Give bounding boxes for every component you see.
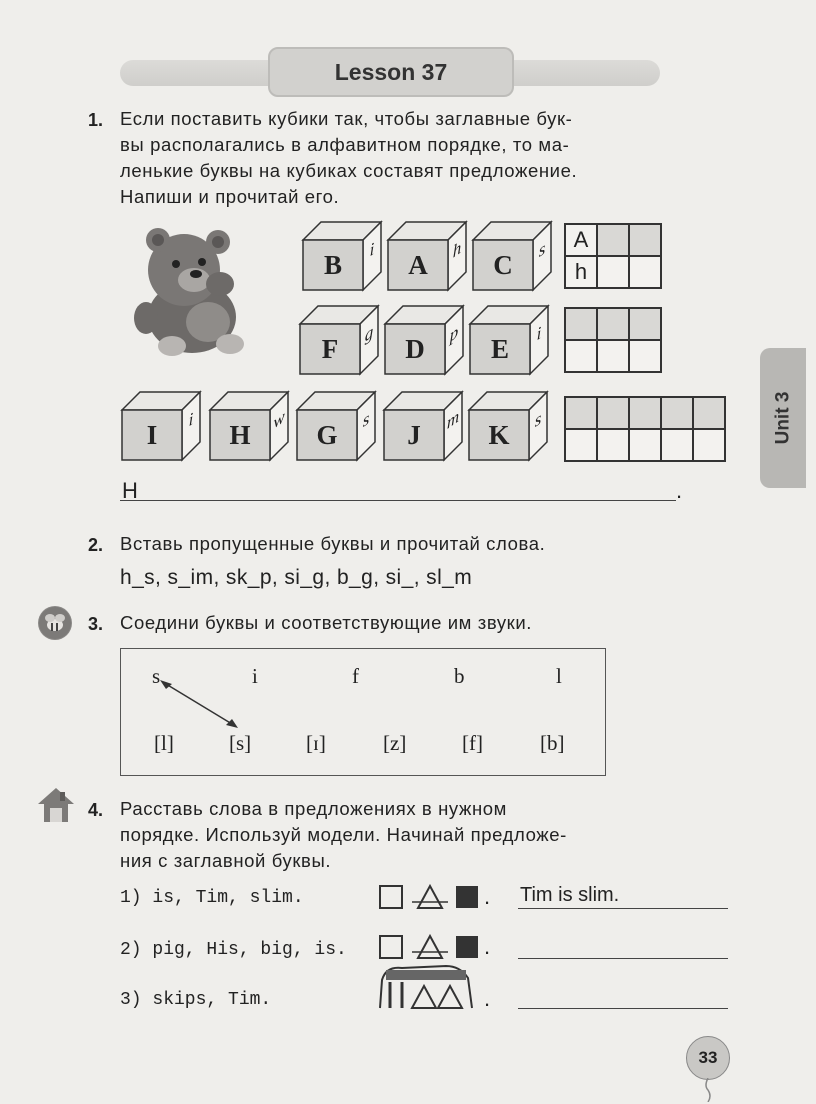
task4-item-1-answer: Tim is slim.: [520, 884, 620, 906]
task3-instruction: Соедини буквы и соответствующие им звуки.: [120, 612, 533, 633]
task4-item-3-words: 3) skips, Tim.: [120, 990, 272, 1010]
task2-words: h_s, s_im, sk_p, si_g, b_g, si_, sl_m: [120, 566, 473, 589]
cube-small-letter: w: [273, 406, 285, 433]
grid-cell: [629, 397, 661, 429]
bee-icon: [38, 606, 72, 640]
cube-capital-letter: F: [321, 333, 339, 364]
cube-small-letter: i: [369, 238, 375, 261]
task4-item-2-dot: .: [484, 934, 491, 959]
cube-small-letter: h: [452, 237, 462, 262]
letter-cube: [210, 392, 288, 460]
cube-capital-letter: E: [490, 333, 509, 364]
sound-item[interactable]: [s]: [229, 731, 252, 755]
grid-cell: A: [565, 224, 597, 256]
grid-cell: h: [565, 256, 597, 288]
task4-line-2: порядке. Используй модели. Начинай предложе-: [120, 824, 567, 845]
answer-grid-2: [564, 307, 662, 373]
sound-item[interactable]: [b]: [540, 731, 565, 755]
cube-small-letter: i: [188, 408, 194, 431]
letter-item[interactable]: f: [352, 664, 359, 688]
grid-cell: [565, 308, 597, 340]
task4-item-3-dot: .: [484, 986, 491, 1011]
task1-answer-end: .: [676, 478, 683, 503]
grid-cell: [629, 256, 661, 288]
cube-capital-letter: B: [323, 249, 342, 280]
letter-cube: [300, 306, 378, 374]
task1-answer-line[interactable]: [120, 500, 676, 501]
page-number: 33: [686, 1036, 730, 1080]
listen-icon: [38, 606, 72, 640]
cube-small-letter: m: [446, 405, 460, 434]
task1-line-2: вы располагались в алфавитном порядке, то ма-: [120, 134, 570, 155]
letter-item[interactable]: i: [252, 664, 258, 688]
letter-item[interactable]: s: [152, 664, 161, 688]
house-icon: [36, 786, 76, 826]
cube-capital-letter: K: [488, 419, 510, 450]
grid-cell: [597, 308, 629, 340]
cube-small-letter: i: [536, 322, 542, 345]
grid-cell: [693, 429, 725, 461]
grid-cell: [629, 308, 661, 340]
task4-item-1-line[interactable]: [518, 908, 728, 909]
grid-cell: [629, 224, 661, 256]
task4-line-3: ния с заглавной буквы.: [120, 850, 332, 871]
letter-cube: [385, 306, 463, 374]
task4-item-2-line[interactable]: [518, 958, 728, 959]
task4-item-1-words: 1) is, Tim, slim.: [120, 888, 304, 908]
sentence-model-3-giraffe: [376, 962, 486, 1012]
task4-number: 4.: [88, 800, 104, 820]
grid-cell: [565, 340, 597, 372]
cube-capital-letter: D: [405, 333, 425, 364]
cube-capital-letter: I: [146, 419, 158, 450]
letter-cube: [303, 222, 381, 290]
grid-cell: [597, 256, 629, 288]
task1-line-4: Напиши и прочитай его.: [120, 186, 340, 207]
cube-small-letter: s: [538, 237, 546, 262]
connection-arrow: [150, 676, 250, 736]
letter-item[interactable]: l: [556, 664, 562, 688]
task4-item-3-line[interactable]: [518, 1008, 728, 1009]
task4-item-2-words: 2) pig, His, big, is.: [120, 940, 347, 960]
cube-capital-letter: A: [408, 249, 428, 280]
grid-cell: [693, 397, 725, 429]
grid-cell: [597, 224, 629, 256]
letter-cube: [470, 306, 548, 374]
sound-item[interactable]: [z]: [383, 731, 407, 755]
task2-instruction: Вставь пропущенные буквы и прочитай слова.: [120, 533, 546, 554]
task1-line-1: Если поставить кубики так, чтобы заглавные бук-: [120, 108, 573, 129]
grid-cell: [597, 397, 629, 429]
task2-number: 2.: [88, 535, 104, 555]
balloon-string: [702, 1078, 714, 1102]
task3-number: 3.: [88, 614, 104, 634]
sound-item[interactable]: [ɪ]: [306, 731, 326, 755]
answer-grid-3: [564, 396, 726, 462]
letter-cube: [469, 392, 547, 460]
sentence-model-1: [378, 882, 490, 912]
cube-small-letter: s: [534, 407, 542, 432]
letter-cube: [473, 222, 551, 290]
grid-cell: [597, 429, 629, 461]
grid-cell: [629, 429, 661, 461]
task1-line-3: ленькие буквы на кубиках составят предложение.: [120, 160, 578, 181]
letter-cube: [297, 392, 375, 460]
grid-cell: [661, 429, 693, 461]
sentence-model-2: [378, 932, 490, 962]
grid-cell: [597, 340, 629, 372]
task1-number: 1.: [88, 110, 104, 130]
unit-side-tab-label: Unit 3: [772, 391, 793, 445]
grid-cell: [661, 397, 693, 429]
answer-grid-1: [564, 223, 662, 289]
cube-small-letter: s: [362, 407, 370, 432]
teddy-bear-illustration: [132, 222, 250, 358]
cube-small-letter: p: [449, 321, 459, 346]
task4-item-1-dot: .: [484, 884, 491, 909]
task1-answer-start: H: [122, 478, 138, 503]
grid-cell: [565, 429, 597, 461]
grid-cell: [629, 340, 661, 372]
cube-capital-letter: H: [229, 419, 251, 450]
cube-capital-letter: G: [316, 419, 338, 450]
cube-capital-letter: C: [493, 249, 513, 280]
lesson-title: Lesson 37: [268, 47, 514, 97]
sound-item[interactable]: [f]: [462, 731, 483, 755]
cube-small-letter: g: [364, 321, 374, 346]
letter-cube: [122, 392, 200, 460]
cube-capital-letter: J: [407, 419, 421, 450]
task4-line-1: Расставь слова в предложениях в нужном: [120, 798, 507, 819]
letter-item[interactable]: b: [454, 664, 465, 688]
letter-cube: [384, 392, 462, 460]
grid-cell: [565, 397, 597, 429]
sound-item[interactable]: [l]: [154, 731, 174, 755]
letter-cube: [388, 222, 466, 290]
